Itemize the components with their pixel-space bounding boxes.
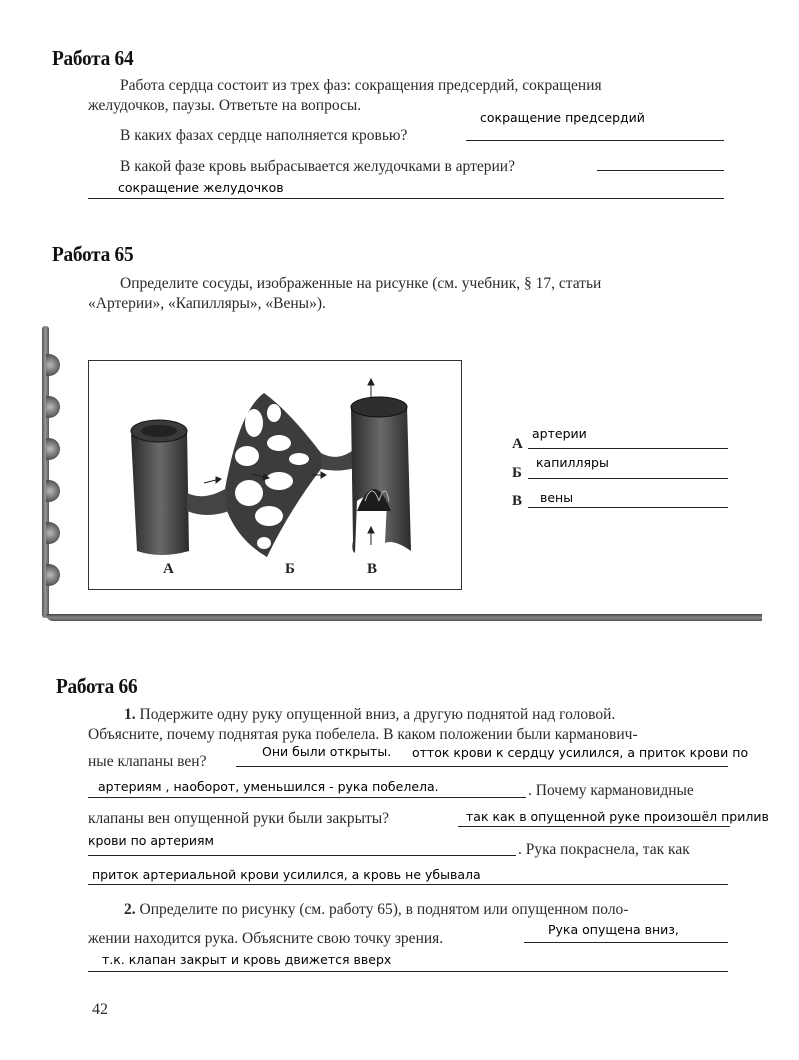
task2-answer-part2[interactable]: т.к. клапан закрыт и кровь движется вверх: [102, 952, 392, 967]
task1-answer2-part1[interactable]: так как в опущенной руке произошёл прилив: [466, 809, 769, 824]
decorative-scalloped-border: [40, 326, 60, 618]
task2-text-line1: Определите по рисунку (см. работу 65), в поднятом или опущенном поло-: [139, 901, 629, 918]
work66-title: Работа 66: [56, 674, 138, 698]
task1-answer1-line-a: [236, 766, 728, 767]
work66-task1-line1: [124, 705, 734, 725]
work64-question-1: В каких фазах сердце наполняется кровью?: [120, 127, 408, 144]
answer-a-line: [528, 448, 728, 449]
task1-answer2-part2[interactable]: крови по артериям: [88, 833, 214, 848]
work64-question-2: В какой фазе кровь выбрасывается желудочками в артерии?: [120, 158, 515, 175]
task1-answer3[interactable]: приток артериальной крови усилился, а кровь не убывала: [92, 867, 481, 882]
work66-task1-line2: Объясните, почему поднятая рука побелела. В каком положении были карманович-: [88, 726, 638, 743]
answer-v-value[interactable]: вены: [540, 490, 574, 505]
task1-answer1-line-b: [88, 797, 526, 798]
work66-task1-line3: ные клапаны вен?: [88, 753, 207, 770]
work64-answer-2-line-b: [88, 198, 724, 199]
answer-letter-a: А: [512, 436, 523, 452]
blood-vessels-illustration: [89, 361, 461, 589]
work64-answer-1[interactable]: сокращение предсердий: [480, 110, 645, 125]
work65-intro-line2: «Артерии», «Капилляры», «Вены»).: [88, 295, 326, 312]
figure-label-a: А: [163, 561, 174, 577]
task1-answer2-line-a: [458, 826, 730, 827]
vein-drawing: [351, 397, 411, 553]
task1-answer1-part3[interactable]: артериям , наоборот, уменьшился - рука побелела.: [98, 779, 439, 794]
task2-answer-line-b: [88, 971, 728, 972]
work64-title: Работа 64: [52, 46, 134, 70]
answer-b-line: [528, 478, 728, 479]
task2-answer-line-a: [524, 942, 728, 943]
page-number: 42: [92, 1001, 108, 1018]
task1-question2-suffix: . Почему кармановидные: [528, 782, 694, 799]
work64-answer-2-line-a: [597, 170, 724, 171]
answer-v-line: [528, 507, 728, 508]
answer-a-value[interactable]: артерии: [532, 426, 587, 441]
work64-answer-2[interactable]: сокращение желудочков: [118, 180, 284, 195]
work66-task2-line2: жении находится рука. Объясните свою точку зрения.: [88, 930, 444, 947]
artery-drawing: [131, 420, 229, 555]
answer-b-value[interactable]: капилляры: [536, 455, 609, 470]
task2-number: 2.: [124, 901, 136, 918]
task1-answer1-part2[interactable]: отток крови к сердцу усилился, а приток крови по: [412, 745, 749, 760]
answer-letter-v: В: [512, 493, 523, 509]
work65-intro-line1: Определите сосуды, изображенные на рисунке (см. учебник, § 17, статьи: [120, 275, 602, 292]
work64-intro-line1: Работа сердца состоит из трех фаз: сокращения предсердий, сокращения: [120, 77, 602, 94]
answer-letter-b: Б: [512, 465, 522, 481]
task1-question2: клапаны вен опущенной руки были закрыты?: [88, 810, 390, 827]
work65-title: Работа 65: [52, 242, 134, 266]
task1-answer1-part1[interactable]: Они были открыты.: [262, 744, 392, 759]
decorative-bottom-border: [46, 614, 762, 621]
task1-text-line1: Подержите одну руку опущенной вниз, а другую поднятой над головой.: [139, 706, 616, 723]
work66-task2-line1: [124, 900, 734, 920]
vessels-figure: [88, 360, 462, 590]
task1-question3-suffix: . Рука покраснела, так как: [518, 841, 690, 858]
task2-answer-part1[interactable]: Рука опущена вниз,: [548, 922, 679, 937]
figure-label-b: Б: [285, 561, 295, 577]
work64-intro-line2: желудочков, паузы. Ответьте на вопросы.: [88, 97, 362, 114]
task1-answer3-line: [88, 884, 728, 885]
task1-answer2-line-b: [88, 855, 516, 856]
work64-answer-1-line: [466, 140, 724, 141]
task1-number: 1.: [124, 706, 136, 723]
figure-label-v: В: [367, 561, 378, 577]
capillary-network-drawing: [225, 393, 359, 557]
